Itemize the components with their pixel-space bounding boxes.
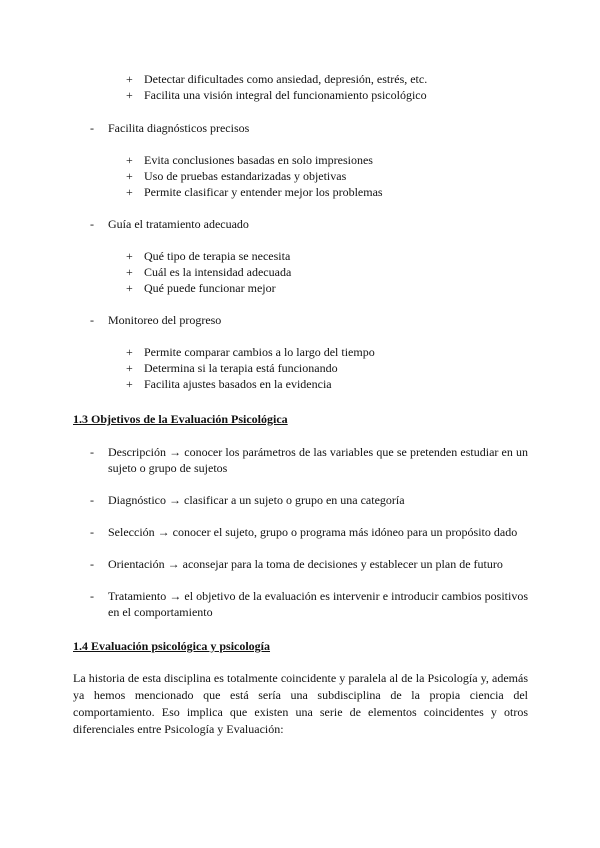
list-item: Permite comparar cambios a lo largo del tiempo xyxy=(144,345,375,359)
section-heading: 1.4 Evaluación psicológica y psicología xyxy=(73,639,271,653)
dash-bullet: - xyxy=(90,557,94,571)
dash-bullet: - xyxy=(90,589,94,603)
plus-bullet: + xyxy=(126,153,133,167)
list-item: Determina si la terapia está funcionando xyxy=(144,361,338,375)
plus-bullet: + xyxy=(126,72,133,86)
dash-bullet: - xyxy=(90,445,94,459)
plus-bullet: + xyxy=(126,249,133,263)
list-heading: Monitoreo del progreso xyxy=(108,313,222,327)
objective-item: Descripción → conocer los parámetros de las variables que se pretenden estudiar en un sujeto o grupo de sujetos xyxy=(108,445,528,475)
plus-bullet: + xyxy=(126,169,133,183)
plus-bullet: + xyxy=(126,361,133,375)
list-item: Permite clasificar y entender mejor los problemas xyxy=(144,185,383,199)
plus-bullet: + xyxy=(126,88,133,102)
dash-bullet: - xyxy=(90,217,94,231)
plus-bullet: + xyxy=(126,185,133,199)
dash-bullet: - xyxy=(90,313,94,327)
list-item: Facilita una visión integral del funcionamiento psicológico xyxy=(144,88,427,102)
list-item: Qué tipo de terapia se necesita xyxy=(144,249,291,263)
objective-item: Selección → conocer el sujeto, grupo o programa más idóneo para un propósito dado xyxy=(108,525,518,539)
objective-item: Orientación → aconsejar para la toma de decisiones y establecer un plan de futuro xyxy=(108,557,503,571)
list-item: Cuál es la intensidad adecuada xyxy=(144,265,292,279)
plus-bullet: + xyxy=(126,281,133,295)
dash-bullet: - xyxy=(90,121,94,135)
list-item: Uso de pruebas estandarizadas y objetivas xyxy=(144,169,347,183)
list-item: Facilita ajustes basados en la evidencia xyxy=(144,377,332,391)
list-heading: Facilita diagnósticos precisos xyxy=(108,121,250,135)
plus-bullet: + xyxy=(126,377,133,391)
list-item: Qué puede funcionar mejor xyxy=(144,281,276,295)
objective-item: Tratamiento → el objetivo de la evaluación es intervenir e introducir cambios positivos en el comportamiento xyxy=(108,589,528,619)
objective-item: Diagnóstico → clasificar a un sujeto o grupo en una categoría xyxy=(108,493,405,507)
plus-bullet: + xyxy=(126,345,133,359)
plus-bullet: + xyxy=(126,265,133,279)
list-heading: Guía el tratamiento adecuado xyxy=(108,217,249,231)
dash-bullet: - xyxy=(90,525,94,539)
dash-bullet: - xyxy=(90,493,94,507)
section-heading: 1.3 Objetivos de la Evaluación Psicológica xyxy=(73,412,288,426)
body-paragraph: La historia de esta disciplina es totalmente coincidente y paralela al de la Psicología y, además ya hemos mencionado que está sería una subdisciplina de la propia ciencia del comportamiento. Eso implica que existen una serie de elementos coincidentes y otros diferenciales entre Psicología y Evaluación: xyxy=(73,671,528,736)
list-item: Evita conclusiones basadas en solo impresiones xyxy=(144,153,373,167)
list-item: Detectar dificultades como ansiedad, depresión, estrés, etc. xyxy=(144,72,428,86)
